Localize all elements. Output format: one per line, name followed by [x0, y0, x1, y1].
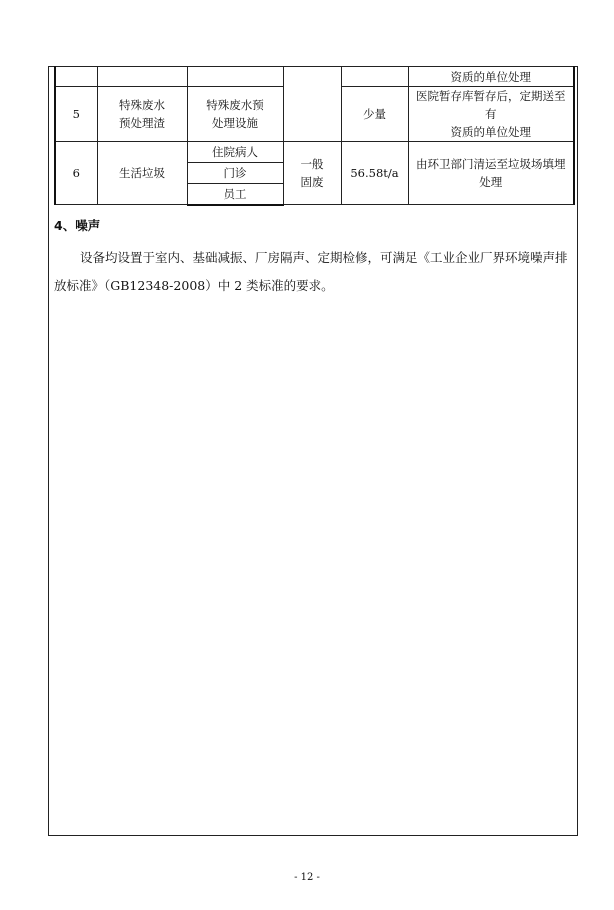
origin-cell: 员工	[187, 184, 283, 205]
noise-section-title: 4、噪声	[54, 218, 101, 233]
disposal-line: 医院暂存库暂存后，定期送至有	[416, 89, 566, 121]
origin-cell: 住院病人	[187, 142, 283, 163]
disposal-line: 由环卫部门清运至垃圾场填埋	[416, 157, 566, 171]
waste-name-line: 特殊废水	[119, 98, 165, 112]
category-cell	[283, 142, 341, 205]
noise-paragraph: 设备均设置于室内、基础减振、厂房隔声、定期检修，可满足《工业企业厂界环境噪声排放标准》（GB12348-2008）中 2 类标准的要求。	[54, 250, 568, 293]
category-line: 一般	[300, 157, 324, 171]
table-cell	[97, 67, 187, 87]
solid-waste-table	[54, 66, 575, 206]
disposal-cell	[408, 142, 574, 205]
table-cell	[55, 67, 97, 87]
table-cell	[283, 67, 341, 142]
row-number: 5	[55, 87, 97, 142]
category-line: 固废	[300, 175, 324, 189]
origin-cell	[187, 87, 283, 142]
page-number: - 12 -	[294, 872, 320, 883]
row-number: 6	[55, 142, 97, 205]
waste-name-line: 预处理渣	[119, 116, 165, 130]
waste-name-cell	[97, 87, 187, 142]
disposal-cell: 资质的单位处理	[408, 67, 574, 87]
table-row	[55, 67, 574, 87]
table-row	[55, 142, 574, 163]
origin-cell: 门诊	[187, 163, 283, 184]
table-cell	[187, 67, 283, 87]
origin-line: 特殊废水预	[206, 98, 264, 112]
table-cell	[341, 67, 408, 87]
disposal-cell	[408, 87, 574, 142]
disposal-line: 处理	[479, 175, 503, 189]
waste-name-cell: 生活垃圾	[97, 142, 187, 205]
origin-line: 处理设施	[212, 116, 258, 130]
amount-cell: 少量	[341, 87, 408, 142]
amount-cell: 56.58t/a	[341, 142, 408, 205]
disposal-line: 资质的单位处理	[450, 125, 531, 139]
